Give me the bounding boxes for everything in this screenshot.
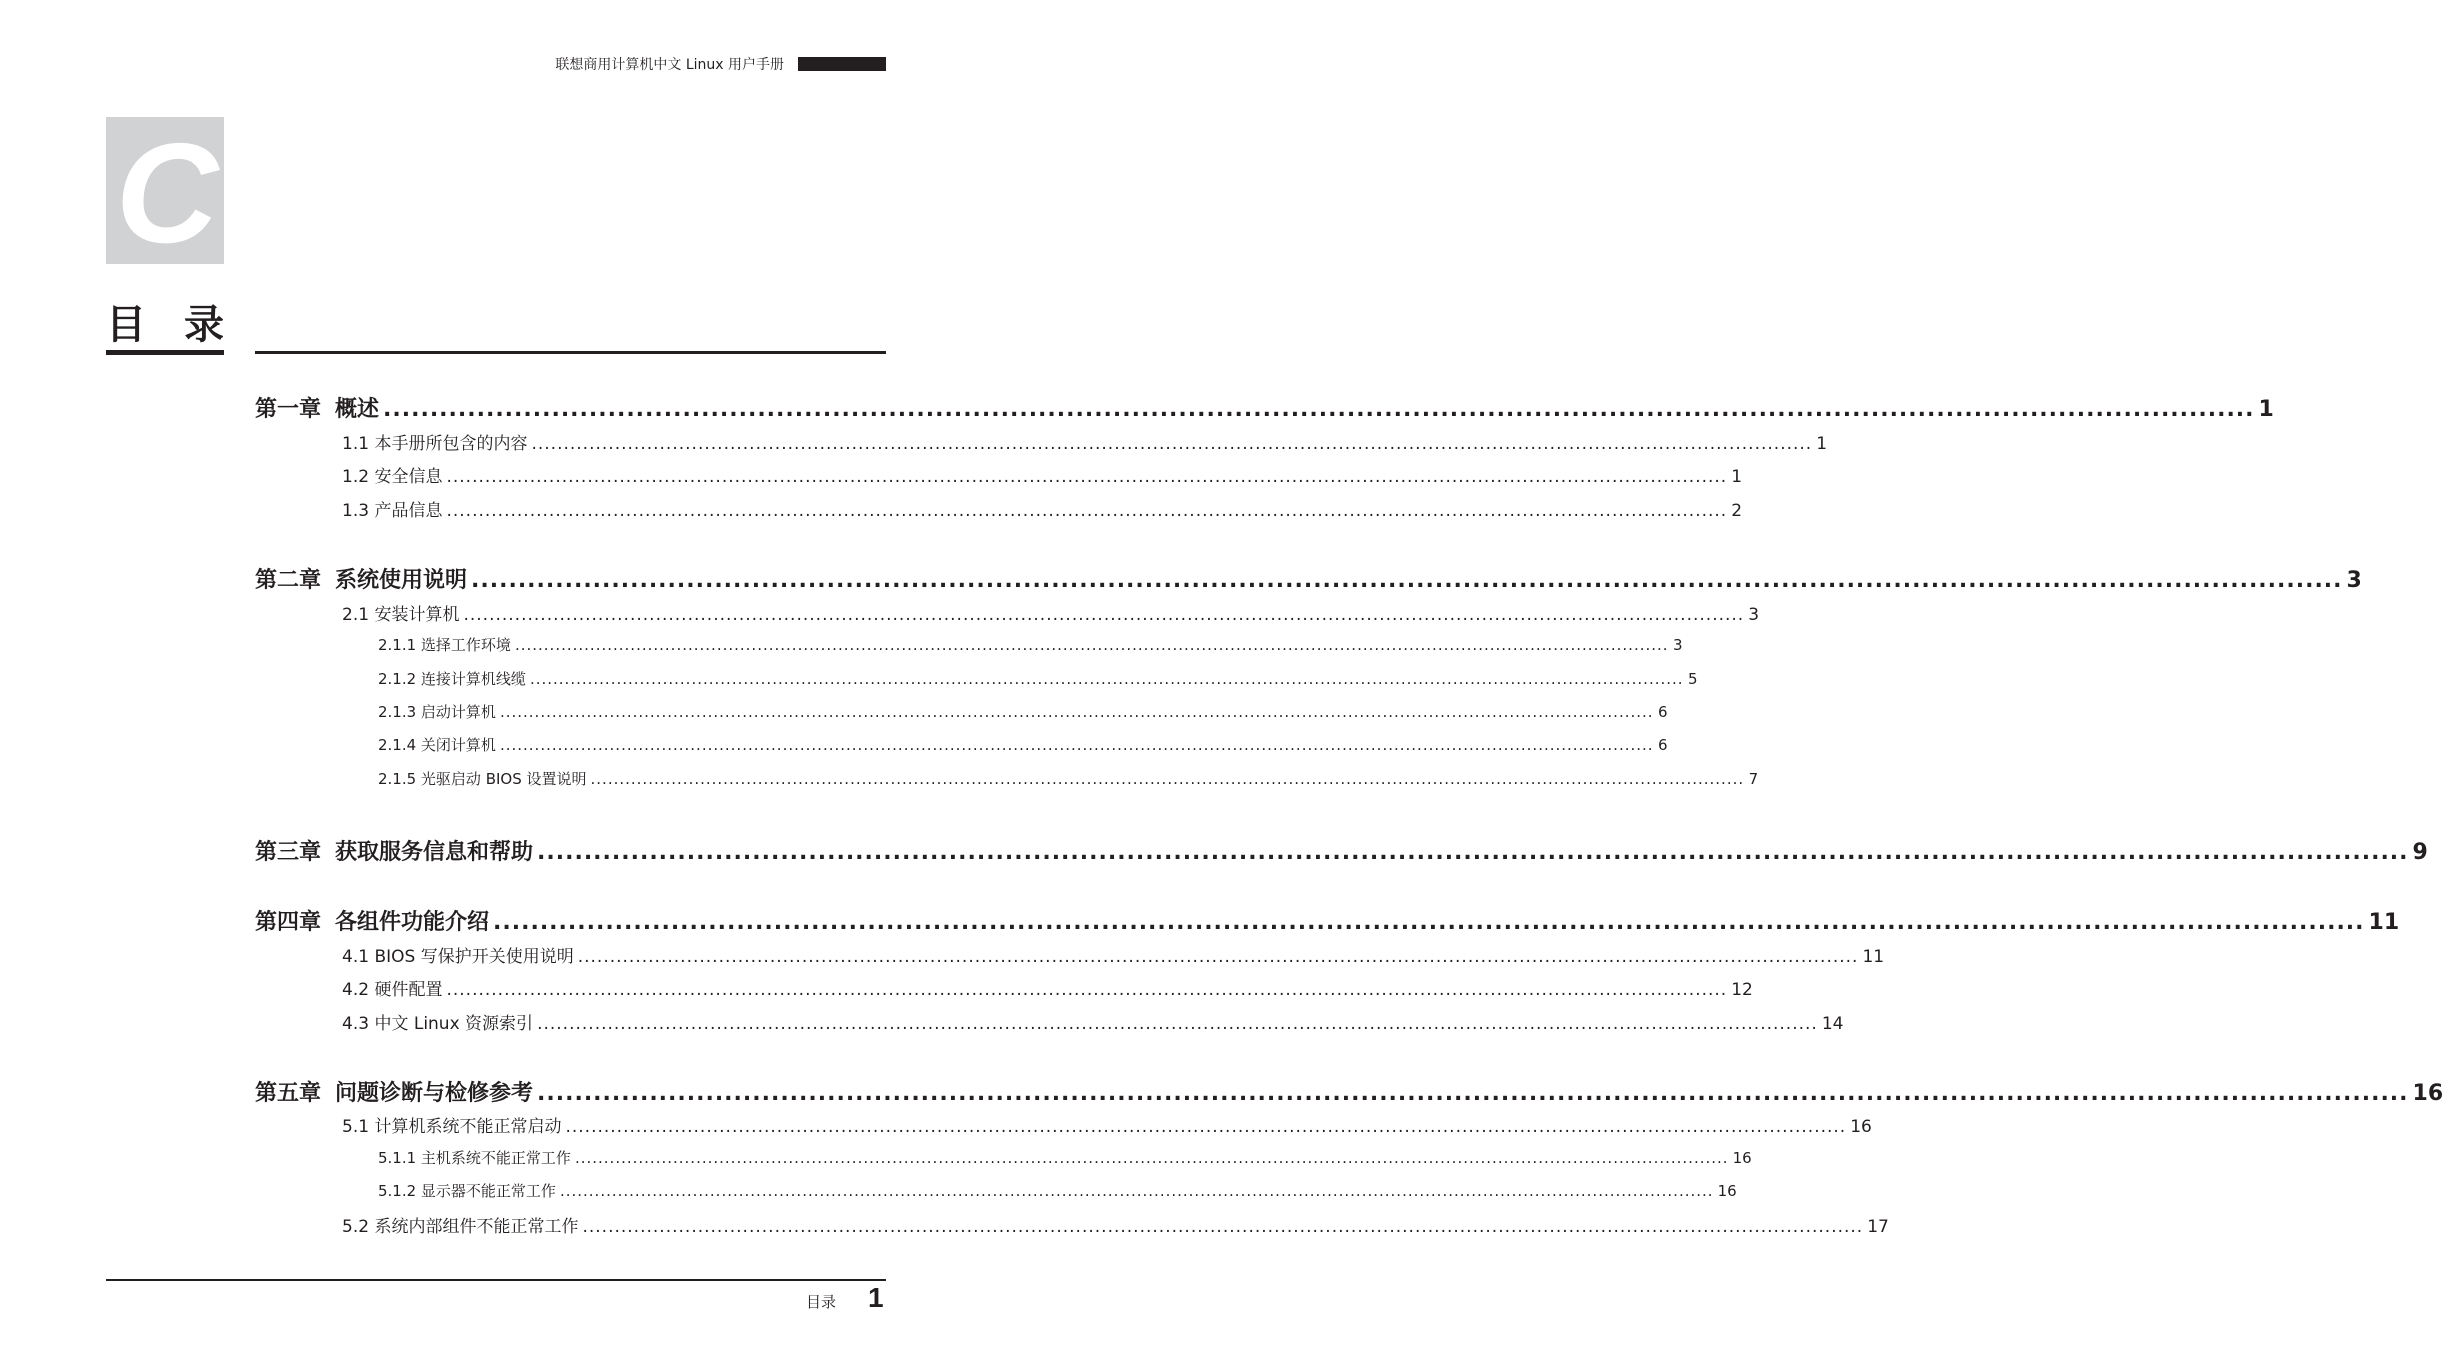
toc-page-number: 3: [1748, 605, 1760, 625]
toc-page-number: 11: [2368, 910, 2400, 935]
toc-page-number: 12: [1731, 980, 1753, 1000]
toc-dot-leader: ........................................................................................................................................................................................................: [446, 467, 1728, 487]
toc-entry-label: [378, 668, 526, 689]
toc-entry-label: [378, 1147, 571, 1168]
toc-entry-title: 4.1 BIOS 写保护开关使用说明: [342, 947, 574, 967]
toc-chapter-number: 第四章: [255, 910, 322, 935]
toc-page-number: 16: [1717, 1182, 1737, 1200]
toc-entry-label: [378, 768, 587, 789]
toc-entry-label: [342, 1112, 561, 1137]
toc-dot-leader: ........................................................................................................................................................................................................: [531, 434, 1813, 454]
toc-dot-leader: ........................................................................................................................................................................................................: [529, 670, 1684, 688]
toc-page-number: 3: [1673, 636, 1683, 654]
toc-entry-label: [378, 701, 496, 722]
toc-page-number: 6: [1658, 736, 1668, 754]
header-bar-decoration: [798, 57, 886, 71]
toc-dot-leader: ........................................................................................................................................................................................................: [577, 947, 1859, 967]
toc-section-entry[interactable]: [378, 734, 1668, 755]
toc-page-number: 7: [1748, 770, 1759, 788]
toc-page-number: 5: [1688, 670, 1698, 688]
toc-entry-title: 1.2 安全信息: [342, 467, 443, 487]
toc-chapter-entry[interactable]: [255, 835, 2428, 866]
toc-page-number: 17: [1867, 1217, 1889, 1237]
toc-entry-title: 2.1.5 光驱启动 BIOS 设置说明: [378, 770, 587, 788]
toc-page-number: 14: [1821, 1014, 1844, 1034]
toc-chapter-entry[interactable]: [255, 392, 2274, 423]
toc-section-entry[interactable]: [342, 462, 1743, 487]
toc-entry-title: 2.1.3 启动计算机: [378, 703, 496, 721]
toc-page-number: 6: [1658, 703, 1668, 721]
toc-chapter-entry[interactable]: [255, 905, 2400, 936]
toc-dot-leader: ........................................................................................................................................................................................................: [499, 703, 1654, 721]
toc-entry-title: 4.3 中文 Linux 资源索引: [342, 1014, 534, 1034]
toc-section-entry[interactable]: [342, 600, 1760, 625]
page-title-char-1: 目: [106, 302, 146, 348]
toc-page-number: 2: [1731, 501, 1743, 521]
toc-section-entry[interactable]: [378, 701, 1668, 722]
toc-dot-leader: ........................................................................................................................................................................................................: [582, 1217, 1864, 1237]
toc-section-entry[interactable]: [342, 975, 1753, 1000]
footer-page-number: 1: [868, 1282, 884, 1313]
toc-page-number: 1: [1731, 467, 1743, 487]
toc-entry-title: 2.1.1 选择工作环境: [378, 636, 511, 654]
toc-entry-title: 5.1 计算机系统不能正常启动: [342, 1117, 562, 1137]
toc-dot-leader: ........................................................................................................................................................................................................: [565, 1117, 1847, 1137]
toc-dot-leader: ........................................................................................................................................................................................................: [446, 501, 1728, 521]
toc-dot-leader: ........................................................................................................................................................................................................: [514, 636, 1669, 654]
toc-section-entry[interactable]: [378, 668, 1698, 689]
toc-chapter-number: 第五章: [255, 1081, 322, 1106]
toc-section-entry[interactable]: [342, 429, 1828, 454]
toc-section-entry[interactable]: [378, 634, 1683, 655]
page-title: [106, 300, 224, 350]
toc-entry-title: 5.2 系统内部组件不能正常工作: [342, 1217, 579, 1237]
toc-section-entry[interactable]: [342, 496, 1743, 521]
toc-dot-leader: ........................................................................................................................................................................................................: [493, 910, 2365, 935]
toc-entry-label: [255, 392, 379, 423]
toc-chapter-number: 第二章: [255, 568, 322, 593]
toc-entry-title: 2.1.4 关闭计算机: [378, 736, 496, 754]
toc-section-entry[interactable]: [342, 942, 1885, 967]
toc-dot-leader: ........................................................................................................................................................................................................: [537, 1081, 2409, 1106]
toc-dot-leader: ........................................................................................................................................................................................................: [590, 770, 1745, 788]
toc-dot-leader: ........................................................................................................................................................................................................: [499, 736, 1654, 754]
toc-entry-label: [342, 942, 574, 967]
toc-entry-title: 各组件功能介绍: [335, 910, 490, 935]
toc-section-entry[interactable]: [342, 1009, 1844, 1034]
toc-entry-title: 2.1.2 连接计算机线缆: [378, 670, 526, 688]
toc-entry-title: 问题诊断与检修参考: [335, 1081, 534, 1106]
toc-entry-label: [342, 462, 442, 487]
toc-dot-leader: ........................................................................................................................................................................................................: [471, 568, 2343, 593]
toc-section-entry[interactable]: [378, 1180, 1737, 1201]
toc-entry-label: [378, 1180, 556, 1201]
toc-page-number: 16: [2412, 1081, 2443, 1106]
toc-entry-label: [342, 429, 527, 454]
toc-entry-label: [255, 563, 467, 594]
toc-divider: [255, 351, 886, 354]
toc-dot-leader: ........................................................................................................................................................................................................: [446, 980, 1728, 1000]
toc-section-entry[interactable]: [342, 1112, 1872, 1137]
toc-entry-title: 2.1 安装计算机: [342, 605, 460, 625]
toc-dot-leader: ........................................................................................................................................................................................................: [537, 1014, 1818, 1034]
toc-entry-title: 5.1.2 显示器不能正常工作: [378, 1182, 556, 1200]
toc-section-entry[interactable]: [378, 1147, 1752, 1168]
running-header-title: 联想商用计算机中文 Linux 用户手册: [555, 57, 784, 73]
toc-entry-title: 系统使用说明: [335, 568, 468, 593]
toc-page-number: 11: [1862, 947, 1885, 967]
toc-entry-label: [378, 734, 496, 755]
toc-entry-label: [342, 496, 442, 521]
toc-dot-leader: ........................................................................................................................................................................................................: [537, 840, 2409, 865]
toc-page-number: 16: [1732, 1149, 1752, 1167]
toc-entry-label: [378, 634, 511, 655]
toc-chapter-entry[interactable]: [255, 1076, 2443, 1107]
toc-entry-title: 1.3 产品信息: [342, 501, 443, 521]
toc-page-number: 1: [1816, 434, 1828, 454]
footer-divider: [106, 1279, 886, 1281]
toc-dot-leader: ........................................................................................................................................................................................................: [383, 397, 2255, 422]
footer-label: 目录: [806, 1293, 837, 1311]
toc-entry-title: 1.1 本手册所包含的内容: [342, 434, 528, 454]
toc-chapter-entry[interactable]: [255, 563, 2362, 594]
page-title-char-2: 录: [184, 302, 224, 348]
toc-page-number: 3: [2346, 568, 2362, 593]
toc-entry-label: [342, 1212, 578, 1237]
toc-entry-label: [342, 600, 459, 625]
toc-dot-leader: ........................................................................................................................................................................................................: [559, 1182, 1714, 1200]
toc-dot-leader: ........................................................................................................................................................................................................: [463, 605, 1745, 625]
chapter-letter: C: [115, 114, 219, 273]
toc-entry-label: [342, 975, 442, 1000]
toc-section-entry[interactable]: [342, 1212, 1889, 1237]
toc-dot-leader: ........................................................................................................................................................................................................: [574, 1149, 1729, 1167]
toc-chapter-number: 第一章: [255, 397, 322, 422]
toc-entry-label: [255, 835, 533, 866]
title-underline: [106, 350, 224, 355]
toc-entry-label: [255, 1076, 533, 1107]
toc-entry-title: 5.1.1 主机系统不能正常工作: [378, 1149, 571, 1167]
toc-entry-label: [255, 905, 489, 936]
toc-chapter-number: 第三章: [255, 840, 322, 865]
toc-page-number: 1: [2258, 397, 2274, 422]
toc-section-entry[interactable]: [378, 768, 1759, 789]
toc-page-number: 16: [1850, 1117, 1872, 1137]
toc-entry-title: 概述: [335, 397, 380, 422]
toc-entry-label: [342, 1009, 533, 1034]
toc-entry-title: 获取服务信息和帮助: [335, 840, 534, 865]
chapter-letter-block: [106, 114, 224, 273]
toc-entry-title: 4.2 硬件配置: [342, 980, 443, 1000]
toc-page-number: 9: [2412, 840, 2428, 865]
